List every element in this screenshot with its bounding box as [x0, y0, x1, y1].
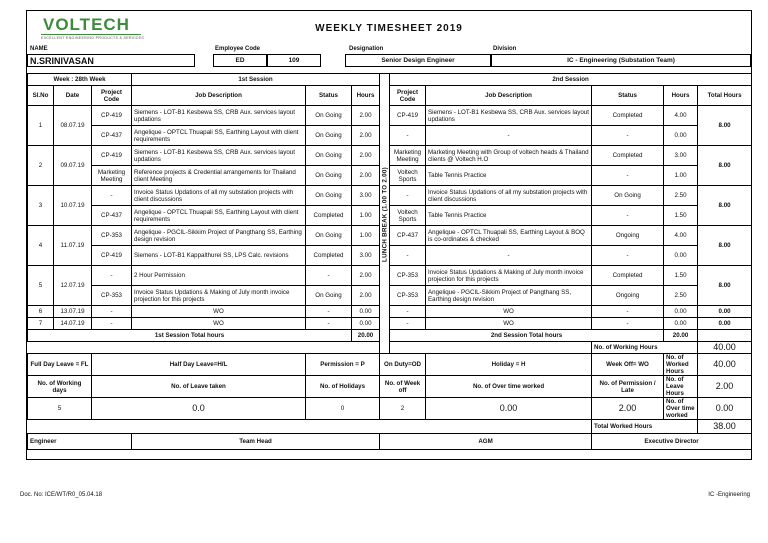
date-cell: 11.07.19 — [54, 226, 92, 266]
job-description-2: WO — [426, 318, 592, 330]
project-code: - — [92, 306, 132, 318]
project-code-2: Voltech Sports — [390, 206, 426, 226]
status-cell: On Going — [306, 286, 352, 306]
job-description: Invoice Status Updations & Making of July month invoice projection for this projects — [132, 286, 306, 306]
job-description-2: Table Tennis Practice — [426, 166, 592, 186]
status-cell-2: - — [592, 206, 664, 226]
hours-cell: 2.00 — [352, 146, 380, 166]
timesheet-frame — [26, 10, 752, 460]
job-description-2: WO — [426, 306, 592, 318]
emp-prefix: ED — [213, 54, 267, 67]
project-code: CP-353 — [92, 286, 132, 306]
col-hours: Hours — [352, 86, 380, 106]
job-description: Angelique - OPTCL Thuapali SS, Earthing Layout with client requirements — [132, 126, 306, 146]
status-cell-2: Completed — [592, 106, 664, 126]
lunch-break-label: LUNCH BREAK (1.00 TO 2.00) — [380, 74, 390, 354]
job-description: Invoice Status Updations of all my substation projects with client discussions — [132, 186, 306, 206]
overtime-value: 0.00 — [426, 398, 592, 420]
project-code-2: - — [390, 246, 426, 266]
leave-hours-value: 2.00 — [698, 376, 752, 398]
total-hours: 0.00 — [698, 306, 752, 318]
week-label: Week : 28th Week — [28, 74, 132, 86]
job-description-2: Table Tennis Practice — [426, 206, 592, 226]
status-cell: Completed — [306, 246, 352, 266]
legend-p: Permission = P — [306, 354, 380, 376]
week-off-value: 2 — [380, 398, 426, 420]
name-value: N.SRINIVASAN — [27, 54, 195, 67]
legend-fl: Full Day Leave = FL — [28, 354, 92, 376]
hours-cell: 3.00 — [352, 246, 380, 266]
s2-total-label: 2nd Session Total hours — [390, 330, 664, 342]
status-cell: - — [306, 318, 352, 330]
job-description-2: Invoice Status Updations of all my substation projects with client discussions — [426, 186, 592, 206]
project-code-2: Voltech Sports — [390, 166, 426, 186]
hours-cell: 1.00 — [352, 206, 380, 226]
s2-total-value: 20.00 — [664, 330, 698, 342]
col-status: Status — [306, 86, 352, 106]
leave-hours-label: No. of Leave Hours — [664, 376, 698, 398]
leave-taken-label: No. of Leave taken — [92, 376, 306, 398]
hours-cell-2: 3.00 — [664, 146, 698, 166]
hours-cell: 0.00 — [352, 318, 380, 330]
job-description: WO — [132, 318, 306, 330]
overtime-hours-label: No. of Over time worked — [664, 398, 698, 420]
status-cell-2: - — [592, 166, 664, 186]
job-description: Angelique - PGCIL-Sikkim Project of Pangthang SS, Earthing design revision — [132, 226, 306, 246]
status-cell-2: - — [592, 126, 664, 146]
total-worked-label: Total Worked Hours — [592, 420, 698, 434]
logo-word: VOLTECH — [43, 15, 130, 34]
project-code: CP-353 — [92, 226, 132, 246]
sl-no: 1 — [28, 106, 54, 146]
legend-h: Holiday = H — [426, 354, 592, 376]
session2-label: 2nd Session — [390, 74, 752, 86]
job-description-2: Invoice Status Updations & Making of July month invoice projection for this projects — [426, 266, 592, 286]
total-worked-value: 38.00 — [698, 420, 752, 434]
sl-no: 5 — [28, 266, 54, 306]
hours-cell: 2.00 — [352, 126, 380, 146]
job-description-2: - — [426, 246, 592, 266]
hours-cell: 0.00 — [352, 306, 380, 318]
division-value: IC - Engineering (Substation Team) — [491, 54, 751, 67]
overtime-label: No. of Over time worked — [426, 376, 592, 398]
hours-cell: 2.00 — [352, 166, 380, 186]
job-description: Siemens - LOT-B1 Kesbewa SS, CRB Aux. services layout updations — [132, 146, 306, 166]
job-description-2: Siemens - LOT-B1 Kesbewa SS, CRB Aux. services layout updations — [426, 106, 592, 126]
table-row — [28, 376, 752, 398]
table-row — [28, 74, 752, 86]
department-footer: IC -Engineering — [708, 492, 750, 498]
project-code: CP-437 — [92, 206, 132, 226]
job-description: Siemens - LOT-B1 Kappalthurei SS, LPS Calc. revisions — [132, 246, 306, 266]
status-cell-2: - — [592, 306, 664, 318]
job-description-2: - — [426, 126, 592, 146]
project-code-2: - — [390, 186, 426, 206]
week-off-label: No. of Week off — [380, 376, 426, 398]
hours-cell-2: 1.50 — [664, 206, 698, 226]
status-cell-2: On Going — [592, 186, 664, 206]
status-cell: - — [306, 266, 352, 286]
sl-no: 6 — [28, 306, 54, 318]
hours-cell: 3.00 — [352, 186, 380, 206]
job-description-2: Angelique - OPTCL Thuapali SS, Earthing Layout & BOQ is co-ordinates & checked — [426, 226, 592, 246]
project-code-2: CP-419 — [390, 106, 426, 126]
working-hours-value: 40.00 — [698, 342, 752, 354]
page-title: WEEKLY TIMESHEET 2019 — [315, 23, 463, 34]
status-cell: On Going — [306, 146, 352, 166]
hours-cell-2: 2.50 — [664, 286, 698, 306]
status-cell-2: Completed — [592, 146, 664, 166]
status-cell-2: Ongoing — [592, 226, 664, 246]
worked-hours-label: No. of Worked Hours — [664, 354, 698, 376]
project-code: Marketing Meeting — [92, 166, 132, 186]
date-cell: 10.07.19 — [54, 186, 92, 226]
sig-engineer: Engineer — [28, 434, 132, 450]
col-hours-2: Hours — [664, 86, 698, 106]
col-project-2: Project Code — [390, 86, 426, 106]
hours-cell: 1.00 — [352, 226, 380, 246]
date-cell: 09.07.19 — [54, 146, 92, 186]
job-description: Reference projects & Credential arrangements for Thailand client Meeting — [132, 166, 306, 186]
project-code-2: CP-437 — [390, 226, 426, 246]
designation-label: Designation — [349, 46, 384, 52]
project-code: - — [92, 318, 132, 330]
project-code: CP-419 — [92, 146, 132, 166]
hours-cell: 2.00 — [352, 106, 380, 126]
status-cell-2: - — [592, 318, 664, 330]
hours-cell-2: 0.00 — [664, 126, 698, 146]
job-description: Angelique - OPTCL Thuapali SS, Earthing Layout with client requirements — [132, 206, 306, 226]
overtime-hours-value: 0.00 — [698, 398, 752, 420]
holidays-value: 0 — [306, 398, 380, 420]
project-code-2: - — [390, 126, 426, 146]
table-row — [28, 420, 752, 434]
division-label: Division — [493, 46, 517, 52]
s1-total-label: 1st Session Total hours — [28, 330, 352, 342]
hours-cell-2: 4.00 — [664, 226, 698, 246]
sl-no: 3 — [28, 186, 54, 226]
sig-director: Executive Director — [592, 434, 752, 450]
emp-number: 109 — [267, 54, 321, 67]
status-cell: On Going — [306, 186, 352, 206]
project-code: CP-419 — [92, 106, 132, 126]
project-code-2: CP-353 — [390, 286, 426, 306]
job-description-2: Marketing Meeting with Group of voltech heads & Thailand clients @ Voltech H.O — [426, 146, 592, 166]
table-row — [28, 434, 752, 450]
project-code: CP-437 — [92, 126, 132, 146]
hours-cell: 2.00 — [352, 286, 380, 306]
s1-total-value: 20.00 — [352, 330, 380, 342]
sig-agm: AGM — [380, 434, 592, 450]
status-cell: On Going — [306, 166, 352, 186]
status-cell: On Going — [306, 106, 352, 126]
project-code: - — [92, 186, 132, 206]
timesheet-table — [27, 73, 752, 450]
hours-cell-2: 1.00 — [664, 166, 698, 186]
date-cell: 12.07.19 — [54, 266, 92, 306]
status-cell-2: - — [592, 246, 664, 266]
hours-cell-2: 2.50 — [664, 186, 698, 206]
legend-hl: Half Day Leave=H/L — [92, 354, 306, 376]
col-status-2: Status — [592, 86, 664, 106]
date-cell: 13.07.19 — [54, 306, 92, 318]
total-hours: 8.00 — [698, 106, 752, 146]
hours-cell-2: 0.00 — [664, 318, 698, 330]
job-description-2: Angelique - PGCIL-Sikkim Project of Pangthang SS, Earthing design revision — [426, 286, 592, 306]
sl-no: 2 — [28, 146, 54, 186]
job-description: 2 Hour Permission — [132, 266, 306, 286]
total-hours: 8.00 — [698, 186, 752, 226]
status-cell: Completed — [306, 206, 352, 226]
col-total: Total Hours — [698, 86, 752, 106]
status-cell: On Going — [306, 126, 352, 146]
status-cell: - — [306, 306, 352, 318]
status-cell-2: Completed — [592, 266, 664, 286]
status-cell-2: Ongoing — [592, 286, 664, 306]
date-cell: 08.07.19 — [54, 106, 92, 146]
doc-number: Doc. No: ICE/WT/R0_05.04.18 — [20, 492, 103, 498]
designation-value: Senior Design Engineer — [345, 54, 491, 67]
job-description: WO — [132, 306, 306, 318]
hours-cell-2: 4.00 — [664, 106, 698, 126]
project-code-2: - — [390, 306, 426, 318]
legend-od: On Duty=OD — [380, 354, 426, 376]
working-days-value: 5 — [28, 398, 92, 420]
session1-label: 1st Session — [132, 74, 380, 86]
table-row — [28, 354, 752, 376]
col-job-2: Job Description — [426, 86, 592, 106]
hours-cell-2: 0.00 — [664, 246, 698, 266]
worked-hours-value: 40.00 — [698, 354, 752, 376]
permission-value: 2.00 — [592, 398, 664, 420]
total-hours: 8.00 — [698, 146, 752, 186]
project-code-2: CP-353 — [390, 266, 426, 286]
working-hours-label: No. of Working Hours — [592, 342, 698, 354]
col-slno: Sl.No — [28, 86, 54, 106]
hours-cell-2: 1.50 — [664, 266, 698, 286]
job-description: Siemens - LOT-B1 Kesbewa SS, CRB Aux. services layout updations — [132, 106, 306, 126]
permission-label: No. of Permission / Late — [592, 376, 664, 398]
hours-cell-2: 0.00 — [664, 306, 698, 318]
hours-cell: 2.00 — [352, 266, 380, 286]
empcode-label: Employee Code — [215, 46, 261, 52]
project-code-2: Marketing Meeting — [390, 146, 426, 166]
table-row — [28, 398, 752, 420]
sl-no: 7 — [28, 318, 54, 330]
name-label: NAME — [30, 46, 48, 52]
col-project: Project Code — [92, 86, 132, 106]
holidays-label: No. of Holidays — [306, 376, 380, 398]
leave-taken-value: 0.0 — [92, 398, 306, 420]
total-hours: 0.00 — [698, 318, 752, 330]
project-code: CP-419 — [92, 246, 132, 266]
legend-wo: Week Off= WO — [592, 354, 664, 376]
project-code-2: - — [390, 318, 426, 330]
sig-team-head: Team Head — [132, 434, 380, 450]
total-hours: 8.00 — [698, 226, 752, 266]
date-cell: 14.07.19 — [54, 318, 92, 330]
col-job: Job Description — [132, 86, 306, 106]
logo-tagline: EXCELLENT ENGINEERING PRODUCTS & SERVICES — [41, 36, 145, 40]
col-date: Date — [54, 86, 92, 106]
sl-no: 4 — [28, 226, 54, 266]
total-hours: 8.00 — [698, 266, 752, 306]
working-days-label: No. of Working days — [28, 376, 92, 398]
project-code: - — [92, 266, 132, 286]
status-cell: On Going — [306, 226, 352, 246]
